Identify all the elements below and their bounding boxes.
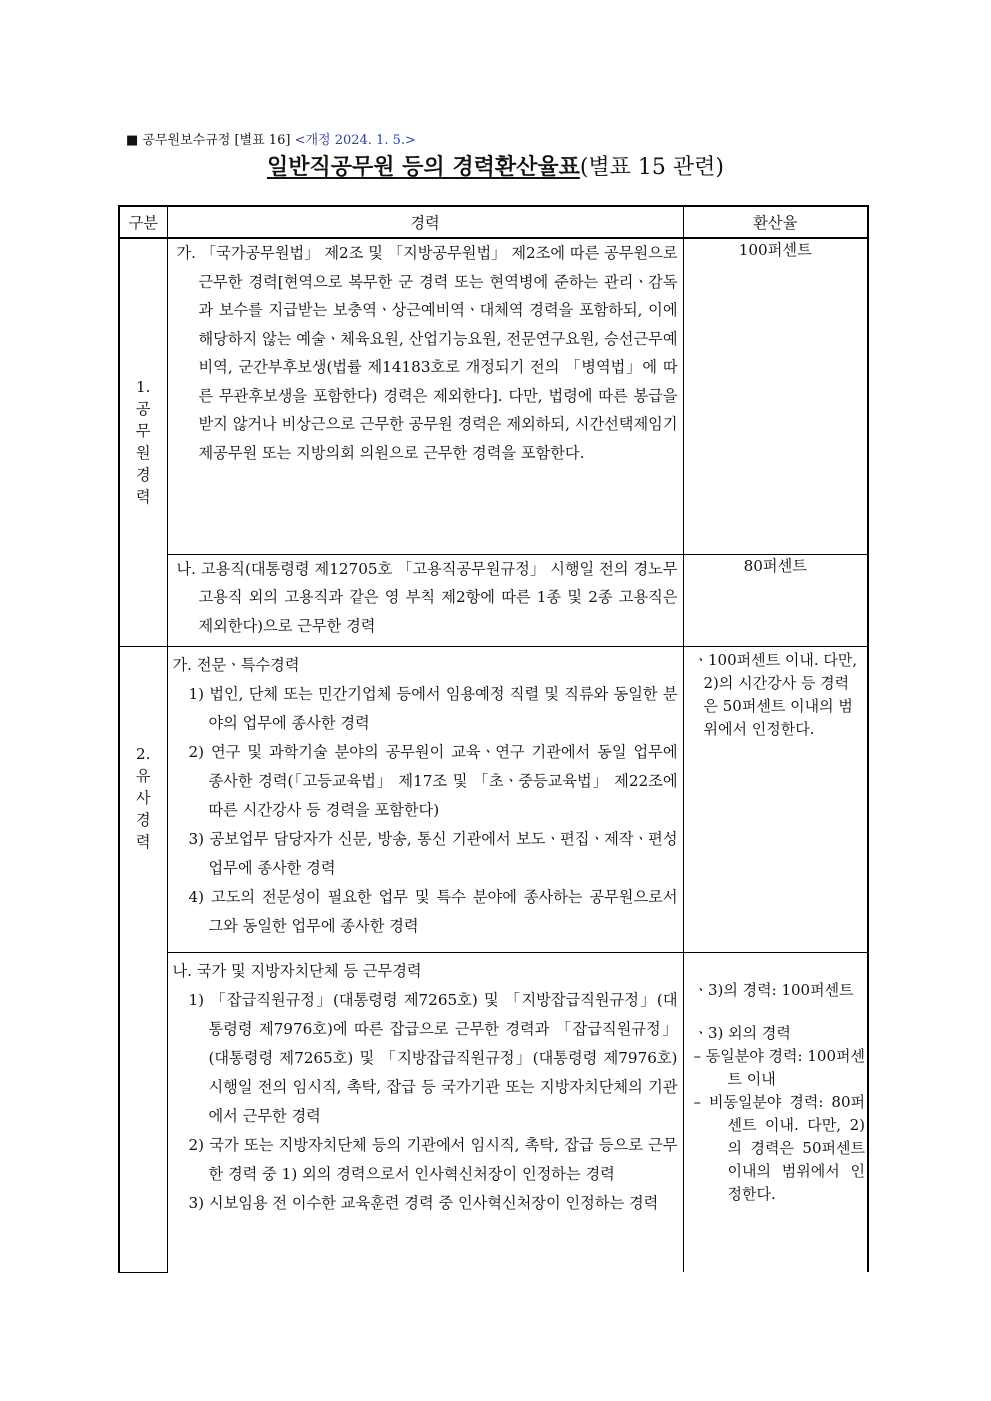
revision-date: <개정 2024. 1. 5.>: [294, 133, 416, 148]
list-item: 3) 공보업무 담당자가 신문, 방송, 통신 기관에서 보도ㆍ편집ㆍ제작ㆍ편성 업무에 종사한 경력: [188, 829, 678, 877]
career-cell: [167, 952, 683, 1272]
list-item: 2) 연구 및 과학기술 분야의 공무원이 교육ㆍ연구 기관에서 동일 업무에 종사한 경력(「고등교육법」 제17조 및 「초ㆍ중등교육법」 제22조에 따른 시간강사 등 경력을 포함한다): [188, 742, 678, 819]
title-sub: (별표 15 관련): [579, 155, 724, 180]
career-text: 나. 고용직(대통령령 제12705호 「고용직공무원규정」 시행일 전의 경노무고용직 외의 고용직과 같은 영 부칙 제2항에 따른 1종 및 2종 고용직은 제외한다)으로 근무한 경력: [176, 559, 678, 635]
career-cell: [167, 238, 683, 554]
career-text: 가. 「국가공무원법」 제2조 및 「지방공무원법」 제2조에 따른 공무원으로 근무한 경력[현역으로 복무한 군 경력 또는 현역병에 준하는 관리ㆍ감독과 보수를 지급받는 보충역ㆍ상근예비역ㆍ대체역 경력을 포함하되, 이에 해당하지 않는 예술ㆍ체육요원, 산업기능요원, 전문연구요원, 승선근무예비역, 군간부후보생(법률 제14183호로 개정되기 전의 「병역법」에 따른 무관후보생을 포함한다) 경력은 제외한다]. 다만, 법령에 따른 봉급을 받지 않거나 비상근으로 근무한 공무원 경력은 제외하되, 시간선택제임기제공무원 또는 지방의회 의원으로 근무한 경력을 포함한다.: [176, 244, 678, 462]
list-item: 2) 국가 또는 지방자치단체 등의 기관에서 임시직, 촉탁, 잡급 등으로 근무한 경력 중 1) 외의 경력으로서 인사혁신처장이 인정하는 경력: [188, 1135, 678, 1183]
table-row: [119, 238, 868, 554]
rate-line: ㆍ3) 외의 경력: [693, 1023, 791, 1042]
square-bullet-icon: ■: [126, 133, 139, 148]
rate-cell: [683, 554, 868, 646]
rate-line: – 동일분야 경력: 100퍼센트 이내: [693, 1046, 865, 1088]
regulation-name: 공무원보수규정 [별표 16]: [142, 133, 291, 148]
table-row: [119, 952, 868, 1272]
header-category: 구분: [119, 206, 167, 238]
list-item: 1) 「잡급직원규정」(대통령령 제7265호) 및 「지방잡급직원규정」(대통령령 제7976호)에 따른 잡급으로 근무한 경력과 「잡급직원규정」(대통령령 제7265호) 및 「지방잡급직원규정」(대통령령 제7976호) 시행일 전의 임시직, 촉탁, 잡급 등 국가기관 또는 지방자치단체의 기관에서 근무한 경력: [188, 990, 678, 1125]
rate-value: ㆍ100퍼센트 이내. 다만, 2)의 시간강사 등 경력은 50퍼센트 이내의 범위에서 인정한다.: [693, 650, 858, 738]
rate-cell: [683, 952, 868, 1272]
table-row: [119, 646, 868, 952]
category-public-servant: 1. 공 무 원 경 력: [119, 238, 167, 646]
rate-cell: [683, 646, 868, 952]
header-career: 경력: [167, 206, 683, 238]
rate-value: 100퍼센트: [738, 241, 812, 259]
page-title: [0, 150, 991, 181]
conversion-table: [118, 205, 869, 1273]
list-item: 3) 시보임용 전 이수한 교육훈련 경력 중 인사혁신처장이 인정하는 경력: [188, 1193, 659, 1212]
rate-cell: [683, 238, 868, 554]
category-similar-career: 2. 유 사 경 력: [119, 646, 167, 1272]
rate-line: ㆍ3)의 경력: 100퍼센트: [693, 980, 854, 999]
regulation-header: [126, 129, 416, 148]
list-item: 4) 고도의 전문성이 필요한 업무 및 특수 분야에 종사하는 공무원으로서 그와 동일한 업무에 종사한 경력: [188, 887, 678, 935]
table-header-row: [119, 206, 868, 238]
title-main: 일반직공무원 등의 경력환산율표: [266, 155, 580, 180]
rate-line: – 비동일분야 경력: 80퍼센트 이내. 다만, 2)의 경력은 50퍼센트 이내의 범위에서 인정한다.: [693, 1092, 865, 1203]
table-row: [119, 554, 868, 646]
list-item: 1) 법인, 단체 또는 민간기업체 등에서 임용예정 직렬 및 직류와 동일한 분야의 업무에 종사한 경력: [188, 684, 678, 732]
career-cell: [167, 554, 683, 646]
header-rate: 환산율: [683, 206, 868, 238]
career-label: 가. 전문ㆍ특수경력: [172, 655, 300, 674]
rate-value: 80퍼센트: [743, 556, 807, 575]
career-label: 나. 국가 및 지방자치단체 등 근무경력: [172, 961, 422, 980]
career-cell: [167, 646, 683, 952]
